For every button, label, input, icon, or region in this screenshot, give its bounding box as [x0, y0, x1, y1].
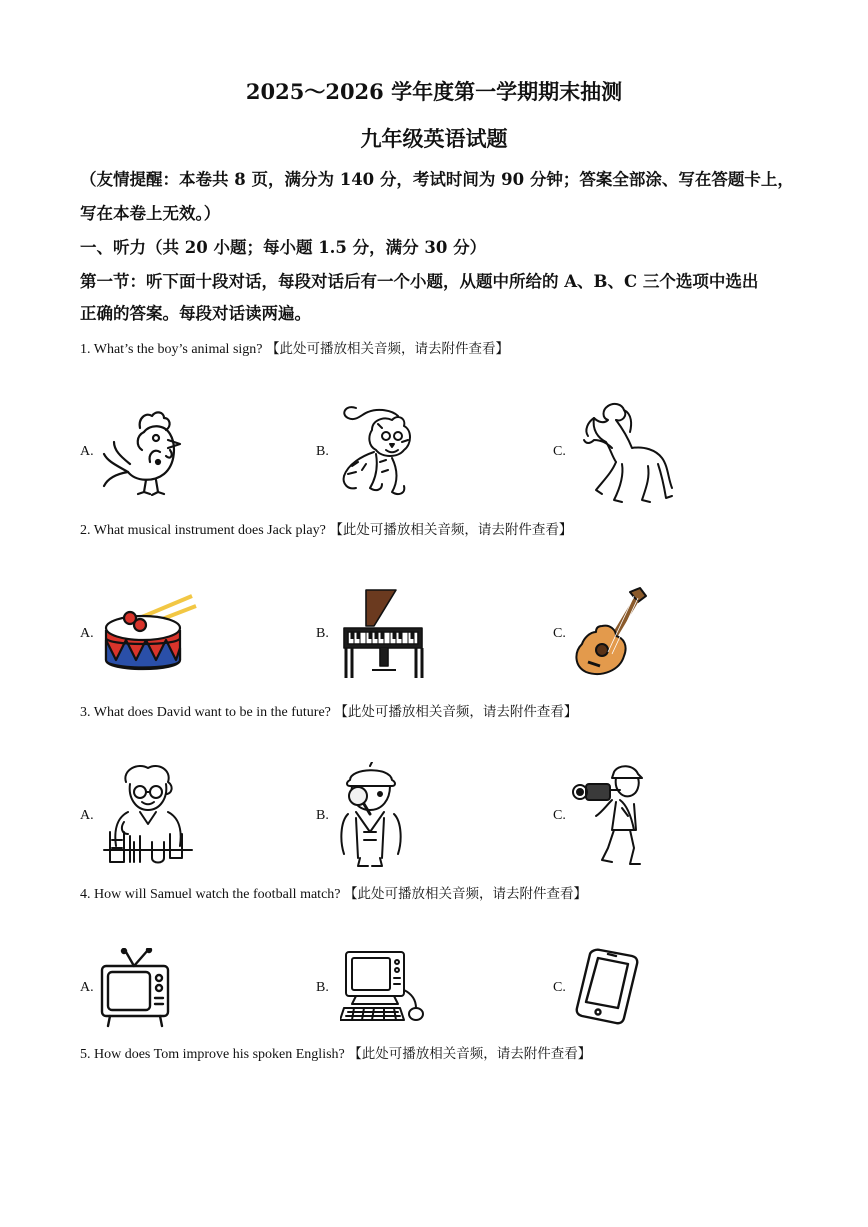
- question-2-text: 2. What musical instrument does Jack play?: [80, 523, 326, 538]
- question-1-options: [0, 398, 868, 508]
- photographer-icon: [572, 764, 652, 870]
- option-b-label: B.: [316, 808, 329, 823]
- section-heading: 一、听力（共 20 小题；每小题 1.5 分，满分 30 分）: [80, 238, 487, 257]
- audio-note: 【此处可播放相关音频，请去附件查看】: [329, 522, 573, 538]
- detective-icon: [336, 762, 410, 870]
- notice-line-2: 写在本卷上无效。）: [80, 204, 221, 223]
- question-3-text: 3. What does David want to be in the future?: [80, 705, 331, 720]
- guitar-icon: [572, 586, 652, 682]
- question-3-options: [0, 762, 868, 872]
- option-a-label: A.: [80, 808, 94, 823]
- question-2: [80, 518, 572, 539]
- piano-icon: [336, 586, 426, 684]
- audio-note: 【此处可播放相关音频，请去附件查看】: [348, 1046, 592, 1062]
- question-3: [80, 700, 577, 721]
- audio-note: 【此处可播放相关音频，请去附件查看】: [344, 886, 587, 902]
- drum-icon: [100, 588, 200, 684]
- notice-line-1: （友情提醒：本卷共 8 页，满分为 140 分，考试时间为 90 分钟；答案全部涂、写在答题卡上，: [80, 170, 794, 189]
- part-instructions-2: 正确的答案。每段对话读两遍。: [80, 304, 311, 323]
- option-b-label: B.: [316, 444, 329, 459]
- exam-title: 2025～2026 学年度第一学期期末抽测: [245, 79, 623, 104]
- option-b-label: B.: [316, 626, 329, 641]
- question-1: [80, 337, 509, 358]
- option-c-label: C.: [553, 444, 566, 459]
- rooster-icon: [100, 406, 190, 496]
- tv-icon: [100, 948, 172, 1028]
- option-c-label: C.: [553, 980, 566, 995]
- computer-icon: [340, 950, 426, 1026]
- question-1-text: 1. What’s the boy’s animal sign?: [80, 342, 263, 357]
- option-a-label: A.: [80, 626, 94, 641]
- horse-icon: [572, 400, 676, 506]
- scientist-icon: [100, 762, 196, 870]
- option-c-label: C.: [553, 626, 566, 641]
- audio-note: 【此处可播放相关音频，请去附件查看】: [334, 704, 578, 720]
- option-b-label: B.: [316, 980, 329, 995]
- question-5: [80, 1042, 591, 1063]
- audio-note: 【此处可播放相关音频，请去附件查看】: [266, 341, 509, 357]
- part-instructions-1: 第一节：听下面十段对话，每段对话后有一个小题，从题中所给的 A、B、C 三个选项中选出: [80, 272, 759, 291]
- question-2-options: [0, 582, 868, 692]
- option-a-label: A.: [80, 444, 94, 459]
- tiger-icon: [332, 400, 422, 500]
- exam-subtitle: 九年级英语试题: [360, 126, 508, 151]
- question-5-text: 5. How does Tom improve his spoken English?: [80, 1047, 345, 1062]
- option-c-label: C.: [553, 808, 566, 823]
- question-4-options: [0, 946, 868, 1056]
- question-4-text: 4. How will Samuel watch the football match?: [80, 887, 341, 902]
- question-4: [80, 882, 587, 903]
- smartphone-icon: [574, 948, 640, 1026]
- option-a-label: A.: [80, 980, 94, 995]
